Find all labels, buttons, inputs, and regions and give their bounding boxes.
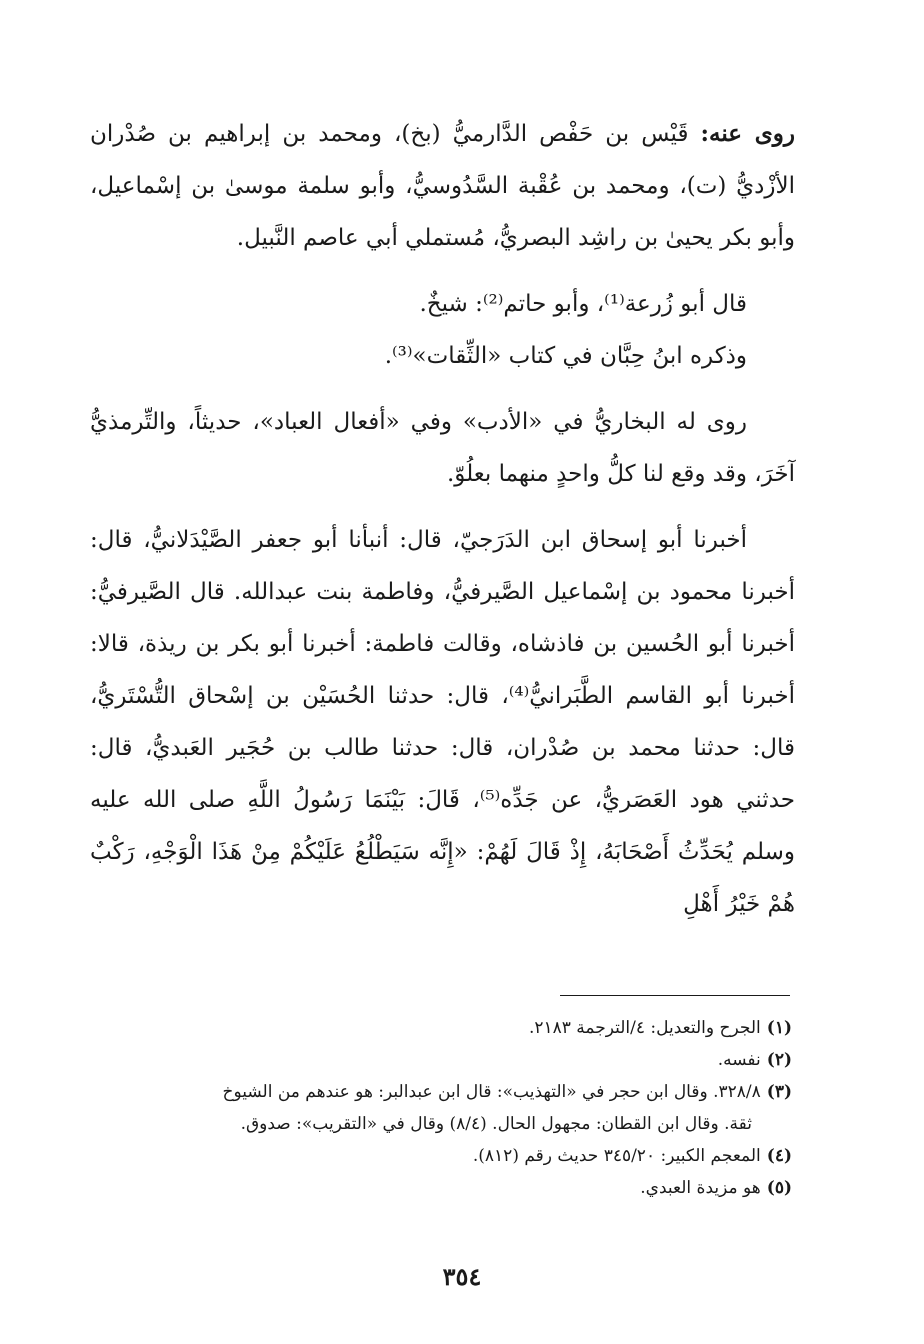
footnotes [100, 1012, 792, 1204]
narrators-paragraph [90, 108, 795, 264]
footnote-number: (٥) [766, 1178, 792, 1198]
ibn-hibban-paragraph: وذكره ابنُ حِبَّان في كتاب «الثِّقات»⁽³⁾. [384, 343, 747, 369]
footnote-3 [100, 1076, 792, 1140]
footnote-5 [100, 1172, 792, 1204]
footnote-1 [100, 1012, 792, 1044]
footnote-text: نفسه. [717, 1050, 761, 1070]
main-text [90, 108, 795, 930]
footnote-number: (٢) [766, 1050, 792, 1070]
footnote-text: ٣٢٨/٨. وقال ابن حجر في «التهذيب»: قال ابن عبدالبر: هو عندهم من الشيوخ [222, 1082, 761, 1102]
bukhari-paragraph: روى له البخاريُّ في «الأدب» وفي «أفعال العباد»، حديثاً، والتِّرمذيُّ آخَرَ، وقد وقع لنا كلُّ واحدٍ منهما بعلُوّ. [90, 409, 795, 487]
narrators-text: قَيْس بن حَفْص الدَّارميُّ (بخ)، ومحمد بن إبراهيم بن صُدْران الأزْديُّ (ت)، ومحمد بن عُقْبة السَّدُوسيُّ، وأبو سلمة موسىٰ بن إسْماعيل، وأبو بكر يحيىٰ بن راشِد البصريُّ، مُستملي أبي عاصم النَّبيل. [90, 121, 795, 251]
footnote-2 [100, 1044, 792, 1076]
footnote-number: (١) [766, 1018, 792, 1038]
footnote-text: هو مزيدة العبدي. [640, 1178, 761, 1198]
footnote-number: (٤) [766, 1146, 792, 1166]
footnote-4 [100, 1140, 792, 1172]
footnote-text: الجرح والتعديل: ٤/الترجمة ٢١٨٣. [528, 1018, 761, 1038]
page-number: ٣٥٤ [442, 1262, 482, 1291]
narrators-heading: روى عنه: [700, 120, 795, 147]
footnote-separator [560, 995, 790, 996]
footnote-number: (٣) [766, 1082, 792, 1102]
footnote-continuation: ثقة. وقال ابن القطان: مجهول الحال. (٨/٤) وقال في «التقريب»: صدوق. [240, 1114, 752, 1134]
isnad-paragraph: أخبرنا أبو إسحاق ابن الدَرَجيّ، قال: أنبأنا أبو جعفر الصَّيْدَلانيُّ، قال: أخبرنا محمود بن إسْماعيل الصَّيرفيُّ، وفاطمة بنت عبدالله. قال الصَّيرفيُّ: أخبرنا أبو الحُسين بن فاذشاه، وقالت فاطمة: أخبرنا أبو بكر بن ريذة، قالا: أخبرنا أبو القاسم الطَّبَرانيُّ⁽⁴⁾، قال: حدثنا الحُسَيْن بن إسْحاق التُّسْتَريُّ، قال: حدثنا محمد بن صُدْران، قال: حدثنا طالب بن حُجَير العَبديُّ، قال: حدثني هود العَصَريُّ، عن جَدِّه⁽⁵⁾، قَالَ: بَيْنَمَا رَسُولُ اللَّهِ صلى الله عليه وسلم يُحَدِّثُ أَصْحَابَهُ، إِذْ قَالَ لَهُمْ: «إِنَّه سَيَطْلُعُ عَلَيْكُمْ مِنْ هَذَا الْوَجْهِ، رَكْبٌ هُمْ خَيْرُ أَهْلِ [90, 527, 796, 917]
footnote-text: المعجم الكبير: ٣٤٥/٢٠ حديث رقم (٨١٢). [472, 1146, 761, 1166]
abu-zura-paragraph: قال أبو زُرعة⁽¹⁾، وأبو حاتم⁽²⁾: شيخٌ. [419, 291, 747, 317]
